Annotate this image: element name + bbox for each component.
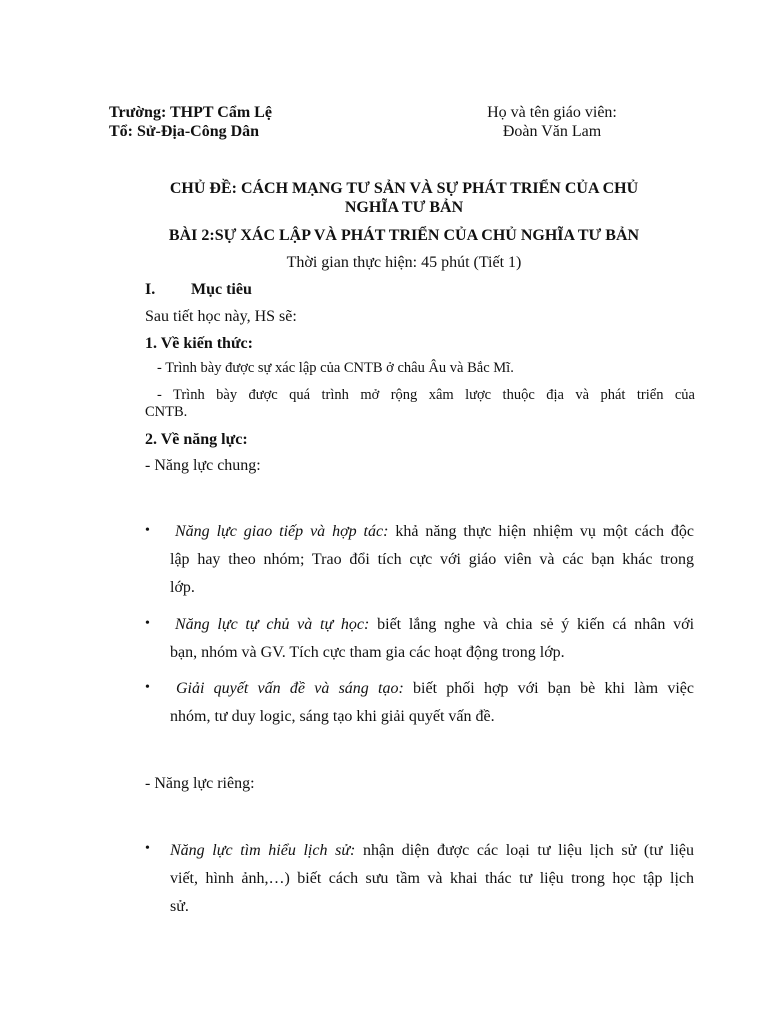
topic-title-line2: NGHĨA TƯ BẢN [344,199,464,216]
competence-heading: 2. Về năng lực: [145,431,248,448]
specific-competence-label: - Năng lực riêng: [145,775,255,792]
general-competence-item-2 [170,611,694,667]
knowledge-item-2-text: - Trình bày được quá trình mở rộng xâm lược thuộc địa và phát triển của [157,387,695,403]
bullet-icon: • [145,680,150,695]
general-item-3-term: Giải quyết vấn đề và sáng tạo: [176,680,404,697]
knowledge-heading: 1. Về kiến thức: [145,335,253,352]
general-item-1-line3: lớp. [170,579,195,596]
general-item-3-text: biết phối hợp với bạn bè khi làm việc [413,680,695,697]
specific-item-1-line1 [170,837,694,865]
knowledge-item-2-line2: CNTB. [145,404,188,420]
general-competence-label: - Năng lực chung: [145,457,261,474]
school-name: Trường: THPT Cẩm Lệ [109,104,272,121]
department-name: Tổ: Sử-Địa-Công Dân [109,123,260,140]
general-item-1-term: Năng lực giao tiếp và hợp tác: [175,523,389,540]
knowledge-item-1: - Trình bày được sự xác lập của CNTB ở châu Âu và Bắc Mĩ. [157,360,514,376]
general-competence-item-1 [170,518,694,602]
general-item-3-line1 [170,675,694,703]
specific-item-1-term: Năng lực tìm hiểu lịch sử: [170,842,356,859]
topic-title-line1: CHỦ ĐỀ: CÁCH MẠNG TƯ SẢN VÀ SỰ PHÁT TRIỂN CỦA CHỦ [169,180,639,197]
general-item-1-line1 [170,518,694,546]
bullet-icon: • [145,616,150,631]
general-item-2-line1 [170,611,694,639]
specific-item-1-text: nhận diện được các loại tư liệu lịch sử (tư liệu [363,842,694,859]
section-number: I. [145,281,156,298]
general-competence-item-3 [170,675,694,731]
general-item-3-line2: nhóm, tư duy logic, sáng tạo khi giải quyết vấn đề. [170,708,495,725]
specific-item-1-line3: sử. [170,898,189,915]
specific-competence-item-1 [170,837,694,921]
general-item-1-text: khả năng thực hiện nhiệm vụ một cách độc [395,523,694,540]
general-item-2-line2: bạn, nhóm và GV. Tích cực tham gia các hoạt động trong lớp. [170,644,565,661]
specific-item-1-line2: viết, hình ảnh,…) biết cách sưu tầm và khai thác tư liệu trong học tập lịch [170,870,694,887]
bullet-icon: • [145,841,150,856]
general-item-1-line2: lập hay theo nhóm; Trao đổi tích cực với giáo viên và các bạn khác trong [170,551,694,568]
knowledge-item-2-line1 [145,387,695,404]
teacher-label: Họ và tên giáo viên: [487,104,617,121]
lesson-title: BÀI 2:SỰ XÁC LẬP VÀ PHÁT TRIỂN CỦA CHỦ NGHĨA TƯ BẢN [168,227,640,244]
duration-text: Thời gian thực hiện: 45 phút (Tiết 1) [286,254,522,271]
intro-text: Sau tiết học này, HS sẽ: [145,308,297,325]
bullet-icon: • [145,523,150,538]
general-item-2-term: Năng lực tự chủ và tự học: [175,616,370,633]
general-item-2-text: biết lắng nghe và chia sẻ ý kiến cá nhân với [377,616,695,633]
section-title: Mục tiêu [191,281,252,298]
teacher-name: Đoàn Văn Lam [502,123,602,140]
